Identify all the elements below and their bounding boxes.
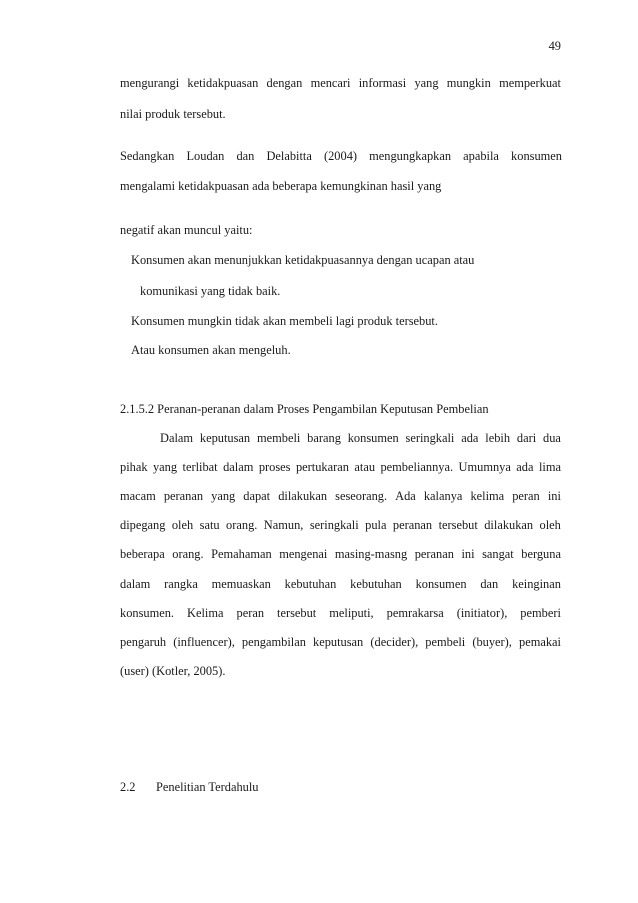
word: dapat [243,489,271,503]
word: mencari [310,76,351,90]
word: apabila [463,149,499,163]
word: yang [211,489,236,503]
word: mengungkapkan [369,149,452,163]
word: pemberi [520,606,561,620]
word: pembeliannya. [380,460,454,474]
word: kalanya [423,489,463,503]
word: mungkin [446,76,491,90]
word: (decider), [370,635,419,649]
word: terlibat [182,460,218,474]
word: dilakukan [278,489,328,503]
word: Pemahaman [211,547,272,561]
word: (initiator), [456,606,508,620]
word: ada [516,460,534,474]
paragraph-line [120,576,561,592]
word: orang. [172,547,204,561]
section-title: Penelitian Terdahulu [156,780,259,794]
word: satu [199,518,220,532]
word: kebutuhan [284,577,337,591]
word: berguna [521,547,561,561]
section-heading: 2.1.5.2 Peranan-peranan dalam Proses Pengambilan Keputusan Pembelian [120,402,489,416]
word: dan [480,577,499,591]
paragraph-line [120,546,561,562]
word: Namun, [263,518,304,532]
word: meliputi, [329,606,374,620]
word: Delabitta [266,149,312,163]
word: Kelima [187,606,224,620]
paragraph-line [120,634,561,650]
word: konsumen. [120,606,175,620]
paragraph-line [120,75,561,91]
word: ini [461,547,475,561]
paragraph-line [120,488,561,504]
word: oleh [539,518,561,532]
word: ada [461,431,479,445]
word: tersebut [438,518,478,532]
word: lebih [485,431,511,445]
paragraph-line [120,517,561,533]
word: tersebut [277,606,317,620]
page-number: 49 [548,39,561,53]
word: Sedangkan [120,149,175,163]
word: membeli [256,431,301,445]
paragraph-line [160,430,561,446]
word: kelima [470,489,505,503]
word: seseorang. [335,489,388,503]
word: pengambilan [241,635,306,649]
word: macam [120,489,156,503]
word: dan [236,149,255,163]
word: yang [414,76,439,90]
word: pemakai [519,635,561,649]
word: Dalam [160,431,194,445]
paragraph-line: negatif akan muncul yaitu: [120,223,253,237]
word: dua [543,431,561,445]
word: dipegang [120,518,166,532]
word: dalam [120,577,151,591]
word: memperkuat [499,76,561,90]
word: seringkali [309,518,359,532]
word: peranan [163,489,204,503]
paragraph-line: mengalami ketidakpuasan ada beberapa kemungkinan hasil yang [120,179,442,193]
word: ketidakpuasan [187,76,259,90]
word: mengenai [279,547,328,561]
word: rangka [164,577,198,591]
word: (buyer), [472,635,512,649]
word: oleh [171,518,194,532]
paragraph-line: (user) (Kotler, 2005). [120,664,226,678]
word: pula [365,518,387,532]
word: pertukaran [295,460,349,474]
word: masing-masng [334,547,408,561]
word: keputusan [199,431,251,445]
word: peranan [414,547,454,561]
word: informasi [358,76,407,90]
paragraph-line [120,605,561,621]
word: dalam [223,460,254,474]
word: orang. [226,518,258,532]
list-item: Konsumen akan menunjukkan ketidakpuasannya dengan ucapan atau [131,253,475,267]
word: (2004) [323,149,358,163]
word: yang [152,460,178,474]
list-item: Konsumen mungkin tidak akan membeli lagi produk tersebut. [131,314,438,328]
list-item: Atau konsumen akan mengeluh. [131,343,291,357]
word: Ada [395,489,416,503]
word: pihak [120,460,148,474]
word: keinginan [512,577,561,591]
word: lima [538,460,561,474]
word: seringkali [405,431,455,445]
word: Loudan [186,149,225,163]
word: pengaruh [120,635,167,649]
paragraph-line [120,148,562,164]
word: beberapa [120,547,165,561]
word: dilakukan [484,518,534,532]
word: ini [547,489,561,503]
word: pemrakarsa [386,606,444,620]
section-number: 2.2 [120,780,136,794]
word: memuaskan [211,577,271,591]
word: peranan [392,518,433,532]
list-item-continuation: komunikasi yang tidak baik. [140,284,281,298]
word: konsumen [511,149,562,163]
word: pembeli [425,635,466,649]
word: keputusan [313,635,364,649]
word: mengurangi [120,76,180,90]
paragraph-line: nilai produk tersebut. [120,107,226,121]
word: peran [512,489,540,503]
word: proses [258,460,291,474]
word: dari [516,431,537,445]
word: barang [307,431,341,445]
word: konsumen [347,431,399,445]
paragraph-line [120,459,561,475]
word: Umumnya [458,460,511,474]
word: atau [354,460,376,474]
word: kebutuhan [350,577,402,591]
word: (influencer), [173,635,235,649]
word: peran [236,606,265,620]
word: konsumen [415,577,467,591]
word: sangat [482,547,514,561]
word: dengan [266,76,303,90]
